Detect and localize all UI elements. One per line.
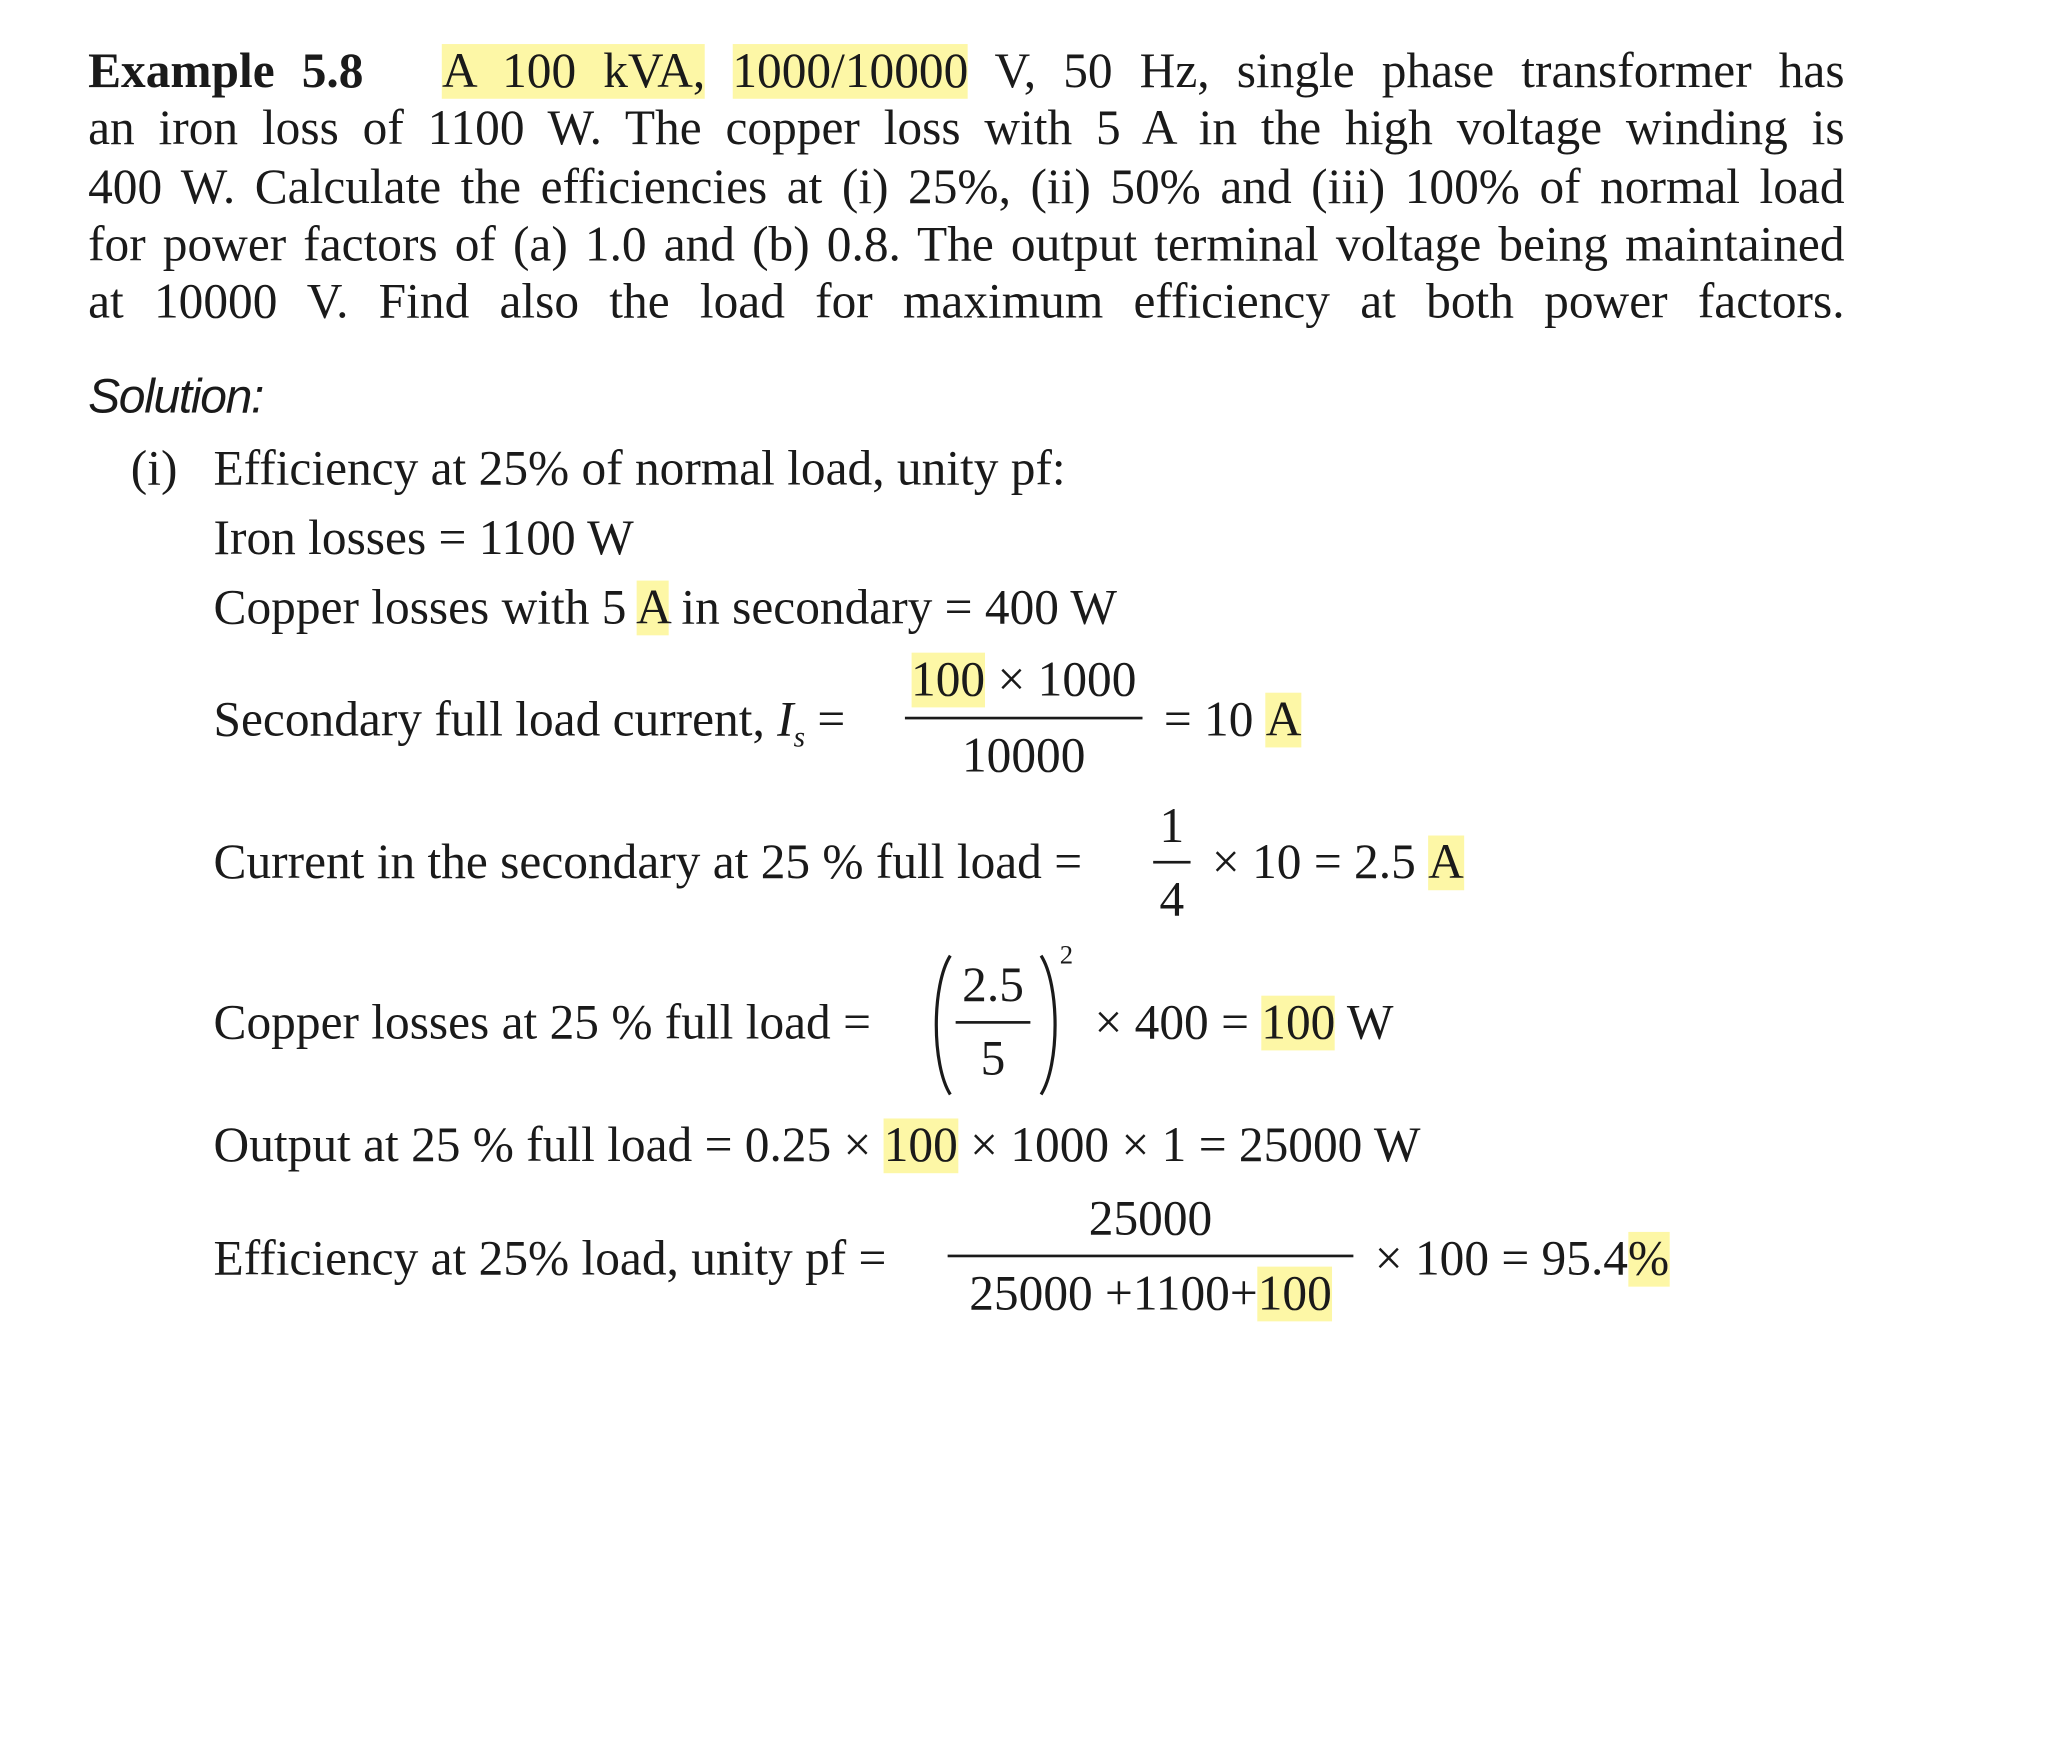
current-fraction-denominator: 10000 [961,728,1086,784]
copper25-fraction-bar [956,1021,1031,1024]
output-line: Output at 25 % full load = 0.25 × 100 × 1000 × 1 = 25000 W [213,1118,1421,1174]
efficiency-label: Efficiency at 25% load, unity pf = [213,1231,887,1287]
efficiency-result: × 100 = 95.4% [1374,1231,1670,1287]
step-number: (i) [130,441,178,497]
example-line-2: an iron loss of 1100 W. The copper loss with 5 A in the high voltage winding is [88,101,1845,157]
current-fraction-bar [905,717,1143,720]
iron-losses: Iron losses = 1100 W [213,511,634,566]
copper25-fraction-numerator: 2.5 [962,958,1024,1014]
efficiency-fraction-numerator: 25000 [1088,1191,1213,1247]
copper25-result: × 400 = 100 W [1094,995,1394,1051]
left-parenthesis-icon [926,952,955,1099]
efficiency-fraction-bar [948,1255,1354,1258]
example-line-3: 400 W. Calculate the efficiencies at (i) 25%, (ii) 50% and (iii) 100% of normal load [88,159,1845,215]
example-line-1: Example 5.8 A 100 kVA, 1000/10000 V, 50 Hz, single phase transformer has [88,44,1845,99]
right-parenthesis-icon [1036,952,1065,1099]
copper-losses-line: Copper losses with 5 A in secondary = 400 W [213,580,1118,636]
current-fraction-numerator: 100 × 1000 [911,652,1137,708]
partial-current-result: × 10 = 2.5 A [1211,835,1464,891]
copper25-label: Copper losses at 25 % full load = [213,995,871,1051]
copper25-exponent: 2 [1059,940,1074,971]
partial-current-label: Current in the secondary at 25 % full load = [213,835,1083,891]
step-heading: Efficiency at 25% of normal load, unity pf: [213,441,1066,497]
efficiency-fraction-denominator: 25000 +1100+100 [969,1266,1332,1322]
example-line-5: at 10000 V. Find also the load for maximum efficiency at both power factors. [88,275,1845,330]
current-label: Secondary full load current, $I_s$ = [213,692,846,754]
solution-label: Solution: [88,368,264,424]
copper25-fraction-denominator: 5 [980,1031,1006,1087]
partial-fraction-bar [1153,861,1190,864]
partial-fraction-denominator: 4 [1159,872,1185,928]
current-result: = 10 A [1163,692,1302,748]
example-statement [88,43,1844,332]
example-line-4: for power factors of (a) 1.0 and (b) 0.8. The output terminal voltage being maintained [88,217,1845,273]
example-label: Example 5.8 [88,44,364,99]
partial-fraction-numerator: 1 [1159,799,1185,855]
